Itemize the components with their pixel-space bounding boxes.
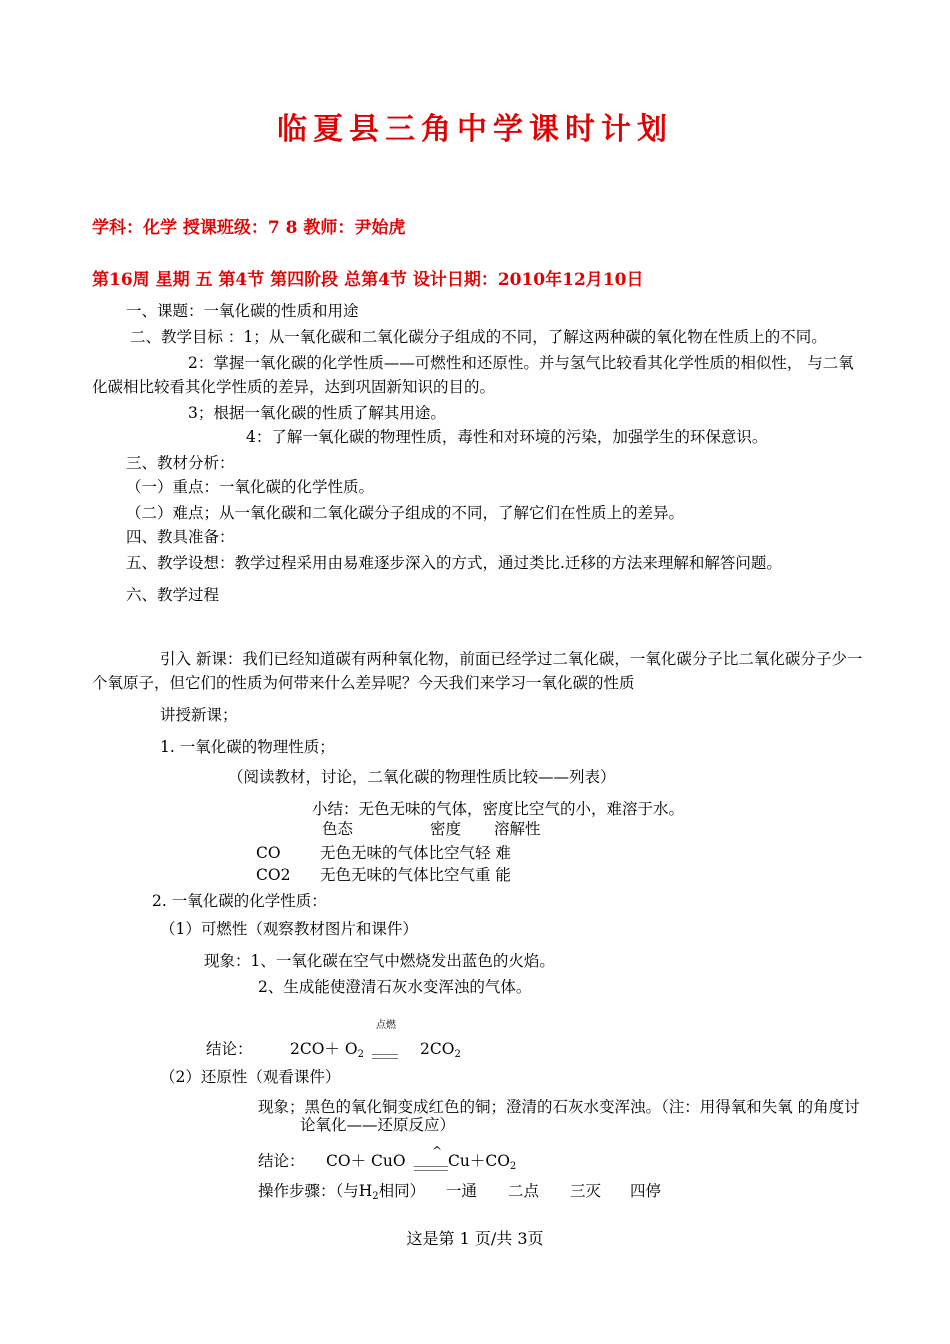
- reading-note: （阅读教材，讨论，二氧化碳的物理性质比较——列表）: [228, 768, 616, 786]
- goal-2-line1: 2：掌握一氧化碳的化学性质——可燃性和还原性。并与氢气比较看其化学性质的相似性， 与二氧: [188, 354, 854, 372]
- physical-properties-heading: 1. 一氧化碳的物理性质；: [160, 738, 335, 756]
- summary: 小结：无色无味的气体，密度比空气的小，难溶于水。: [312, 800, 685, 818]
- goal-4: 4：了解一氧化碳的物理性质，毒性和对环境的污染，加强学生的环保意识。: [246, 428, 768, 446]
- section-material-analysis: 三、教材分析：: [126, 454, 235, 472]
- conclusion-label-2: 结论：: [258, 1152, 305, 1170]
- flammability-phenomenon-1: 现象：1、一氧化碳在空气中燃烧发出蓝色的火焰。: [204, 952, 555, 970]
- operation-steps-label: 操作步骤：（与$H_2$相同）: [258, 1182, 426, 1202]
- section-topic: 一、课题：一氧化碳的性质和用途: [126, 302, 359, 320]
- reducibility-phenomenon-line2: 论氧化——还原反应）: [300, 1116, 456, 1134]
- key-point: （一）重点：一氧化碳的化学性质。: [126, 478, 375, 496]
- chemical-properties-heading: 2. 一氧化碳的化学性质：: [152, 892, 327, 910]
- step-2: 二点: [508, 1182, 540, 1200]
- reducibility-heading: （2）还原性（观看课件）: [160, 1068, 341, 1086]
- page-footer: 这是第 1 页/共 3页: [406, 1229, 544, 1248]
- section-design: 五、教学设想：教学过程采用由易难逐步深入的方式，通过类比.迁移的方法来理解和解答问题。: [126, 554, 782, 572]
- equation-2-right: $Cu+CO_2$: [448, 1152, 517, 1172]
- table-row-co2-label: CO2: [256, 866, 291, 884]
- equation-2-equals: [414, 1158, 448, 1177]
- section-process: 六、教学过程: [126, 586, 220, 604]
- header-subject-line: 学科：化学 授课班级：7 8 教师：尹始虎: [92, 218, 406, 238]
- equation-2-left: CO＋ CuO: [326, 1152, 406, 1170]
- intro-line1: 引入 新课：我们已经知道碳有两种氧化物，前面已经学过二氧化碳，一氧化碳分子比二氧化碳分子少一: [160, 650, 863, 668]
- conclusion-label-1: 结论：: [206, 1040, 253, 1058]
- table-row-co-label: CO: [256, 844, 281, 862]
- section-tools: 四、教具准备：: [126, 528, 235, 546]
- step-4: 四停: [630, 1182, 662, 1200]
- table-row-co-text: 无色无味的气体比空气轻 难: [320, 844, 511, 862]
- reducibility-phenomenon-line1: 现象；黑色的氧化铜变成红色的铜；澄清的石灰水变浑浊。（注：用得氧和失氧 的角度讨: [258, 1098, 860, 1116]
- equation-1-left: $2CO+ O_2$: [290, 1040, 364, 1060]
- goal-3: 3；根据一氧化碳的性质了解其用途。: [188, 404, 446, 422]
- table-header-density: 密度: [430, 820, 462, 838]
- flammability-phenomenon-2: 2、生成能使澄清石灰水变浑浊的气体。: [258, 978, 532, 996]
- section-goals: 二、教学目标 ：1；从一氧化碳和二氧化碳分子组成的不同，了解这两种碳的氧化物在性质上的不同。: [130, 328, 827, 346]
- teach-heading: 讲授新课；: [160, 706, 238, 724]
- table-row-co2-text: 无色无味的气体比空气重 能: [320, 866, 511, 884]
- reaction-condition-ignite: 点燃: [376, 1020, 396, 1031]
- table-header-state: 色态: [322, 820, 354, 838]
- table-header-solubility: 溶解性: [494, 820, 541, 838]
- intro-line2: 个氧原子，但它们的性质为何带来什么差异呢？今天我们来学习一氧化碳的性质: [92, 674, 635, 692]
- flammability-heading: （1）可燃性（观察教材图片和课件）: [160, 920, 418, 938]
- goal-2-line2: 化碳相比较看其化学性质的差异，达到巩固新知识的目的。: [92, 378, 496, 396]
- step-1: 一通: [446, 1182, 478, 1200]
- step-3: 三灭: [570, 1182, 602, 1200]
- page-title: 临夏县三角中学课时计划: [277, 112, 673, 147]
- equation-1-right: $2CO_2$: [420, 1040, 461, 1060]
- difficult-point: （二）难点；从一氧化碳和二氧化碳分子组成的不同，了解它们在性质上的差异。: [126, 504, 685, 522]
- equation-1-equals: [372, 1046, 398, 1065]
- header-schedule-line: 第16周 星期 五 第4节 第四阶段 总第4节 设计日期：2010年12月10日: [92, 270, 644, 290]
- reaction-condition-heat: ^: [432, 1144, 443, 1158]
